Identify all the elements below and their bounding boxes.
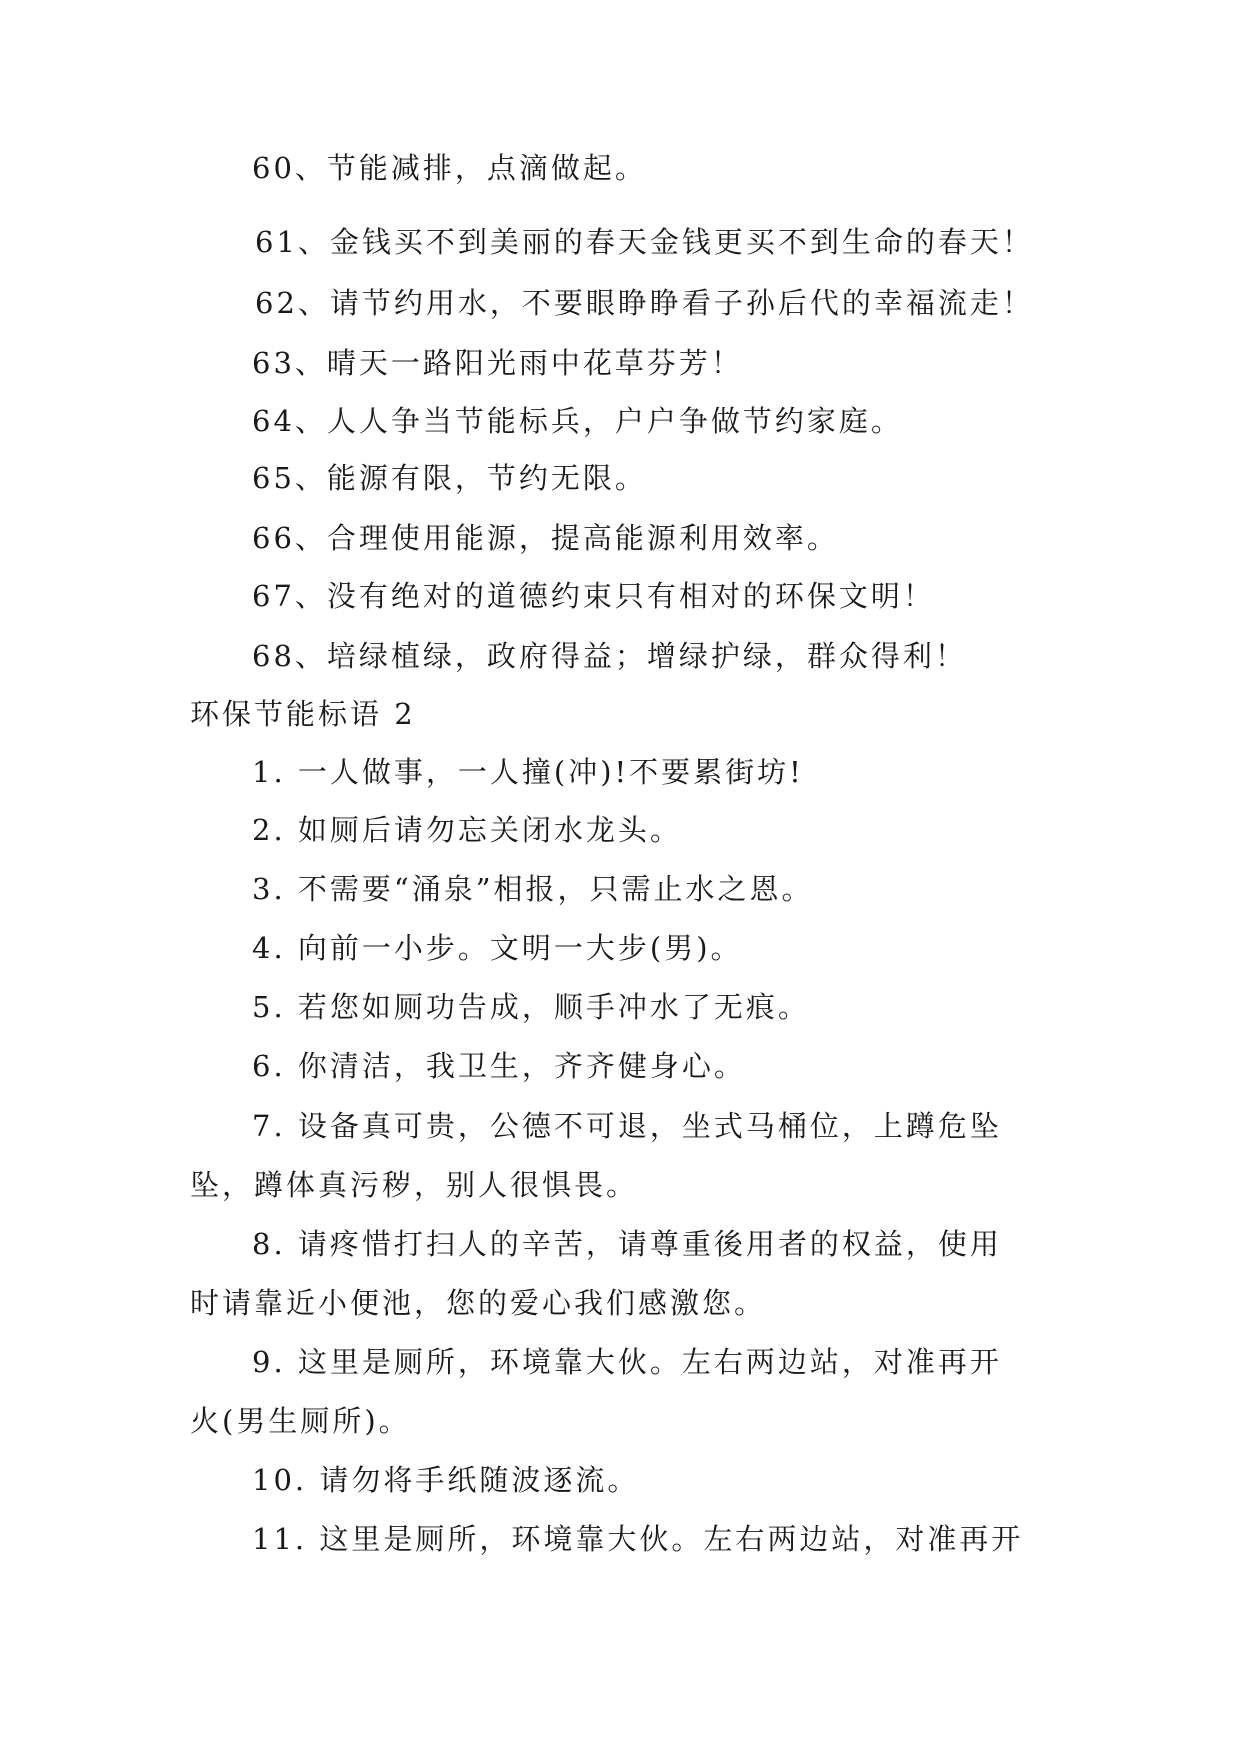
slogan-line-66: 66、合理使用能源，提高能源利用效率。 — [252, 521, 839, 555]
item-line-continuation: 坠，蹲体真污秽，别人很惧畏。 — [190, 1168, 639, 1202]
slogan-line-65: 65、能源有限，节约无限。 — [252, 461, 647, 495]
item-line: 6. 你清洁，我卫生，齐齐健身心。 — [252, 1049, 746, 1083]
item-line: 5. 若您如厕功告成，顺手冲水了无痕。 — [252, 990, 810, 1024]
item-line: 3. 不需要“涌泉”相报，只需止水之恩。 — [252, 872, 814, 906]
item-line: 1. 一人做事，一人撞(冲)!不要累街坊! — [252, 755, 804, 789]
slogan-line-61: 61、金钱买不到美丽的春天金钱更买不到生命的春天！ — [255, 225, 1034, 259]
slogan-line-68: 68、培绿植绿，政府得益；增绿护绿，群众得利！ — [252, 639, 967, 673]
slogan-line-62: 62、请节约用水，不要眼睁睁看子孙后代的幸福流走！ — [255, 286, 1034, 320]
item-line: 9. 这里是厕所，环境靠大伙。左右两边站，对准再开 — [252, 1345, 1002, 1379]
item-line: 10. 请勿将手纸随波逐流。 — [252, 1463, 640, 1497]
item-line: 7. 设备真可贵，公德不可退，坐式马桶位，上蹲危坠 — [252, 1109, 1002, 1143]
item-line: 8. 请疼惜打扫人的辛苦，请尊重後用者的权益，使用 — [252, 1227, 1002, 1261]
item-line-continuation: 火(男生厕所)。 — [190, 1404, 411, 1438]
item-line-continuation: 时请靠近小便池，您的爱心我们感激您。 — [190, 1286, 767, 1320]
item-line: 11. 这里是厕所，环境靠大伙。左右两边站，对准再开 — [252, 1522, 1024, 1556]
slogan-line-67: 67、没有绝对的道德约束只有相对的环保文明！ — [252, 579, 935, 613]
section-title: 环保节能标语 2 — [190, 697, 416, 731]
item-line: 4. 向前一小步。文明一大步(男)。 — [252, 931, 743, 965]
slogan-line-64: 64、人人争当节能标兵，户户争做节约家庭。 — [252, 404, 903, 438]
slogan-line-63: 63、晴天一路阳光雨中花草芬芳！ — [252, 346, 743, 380]
slogan-line-60: 60、节能减排，点滴做起。 — [252, 151, 647, 185]
item-line: 2. 如厕后请勿忘关闭水龙头。 — [252, 813, 682, 847]
